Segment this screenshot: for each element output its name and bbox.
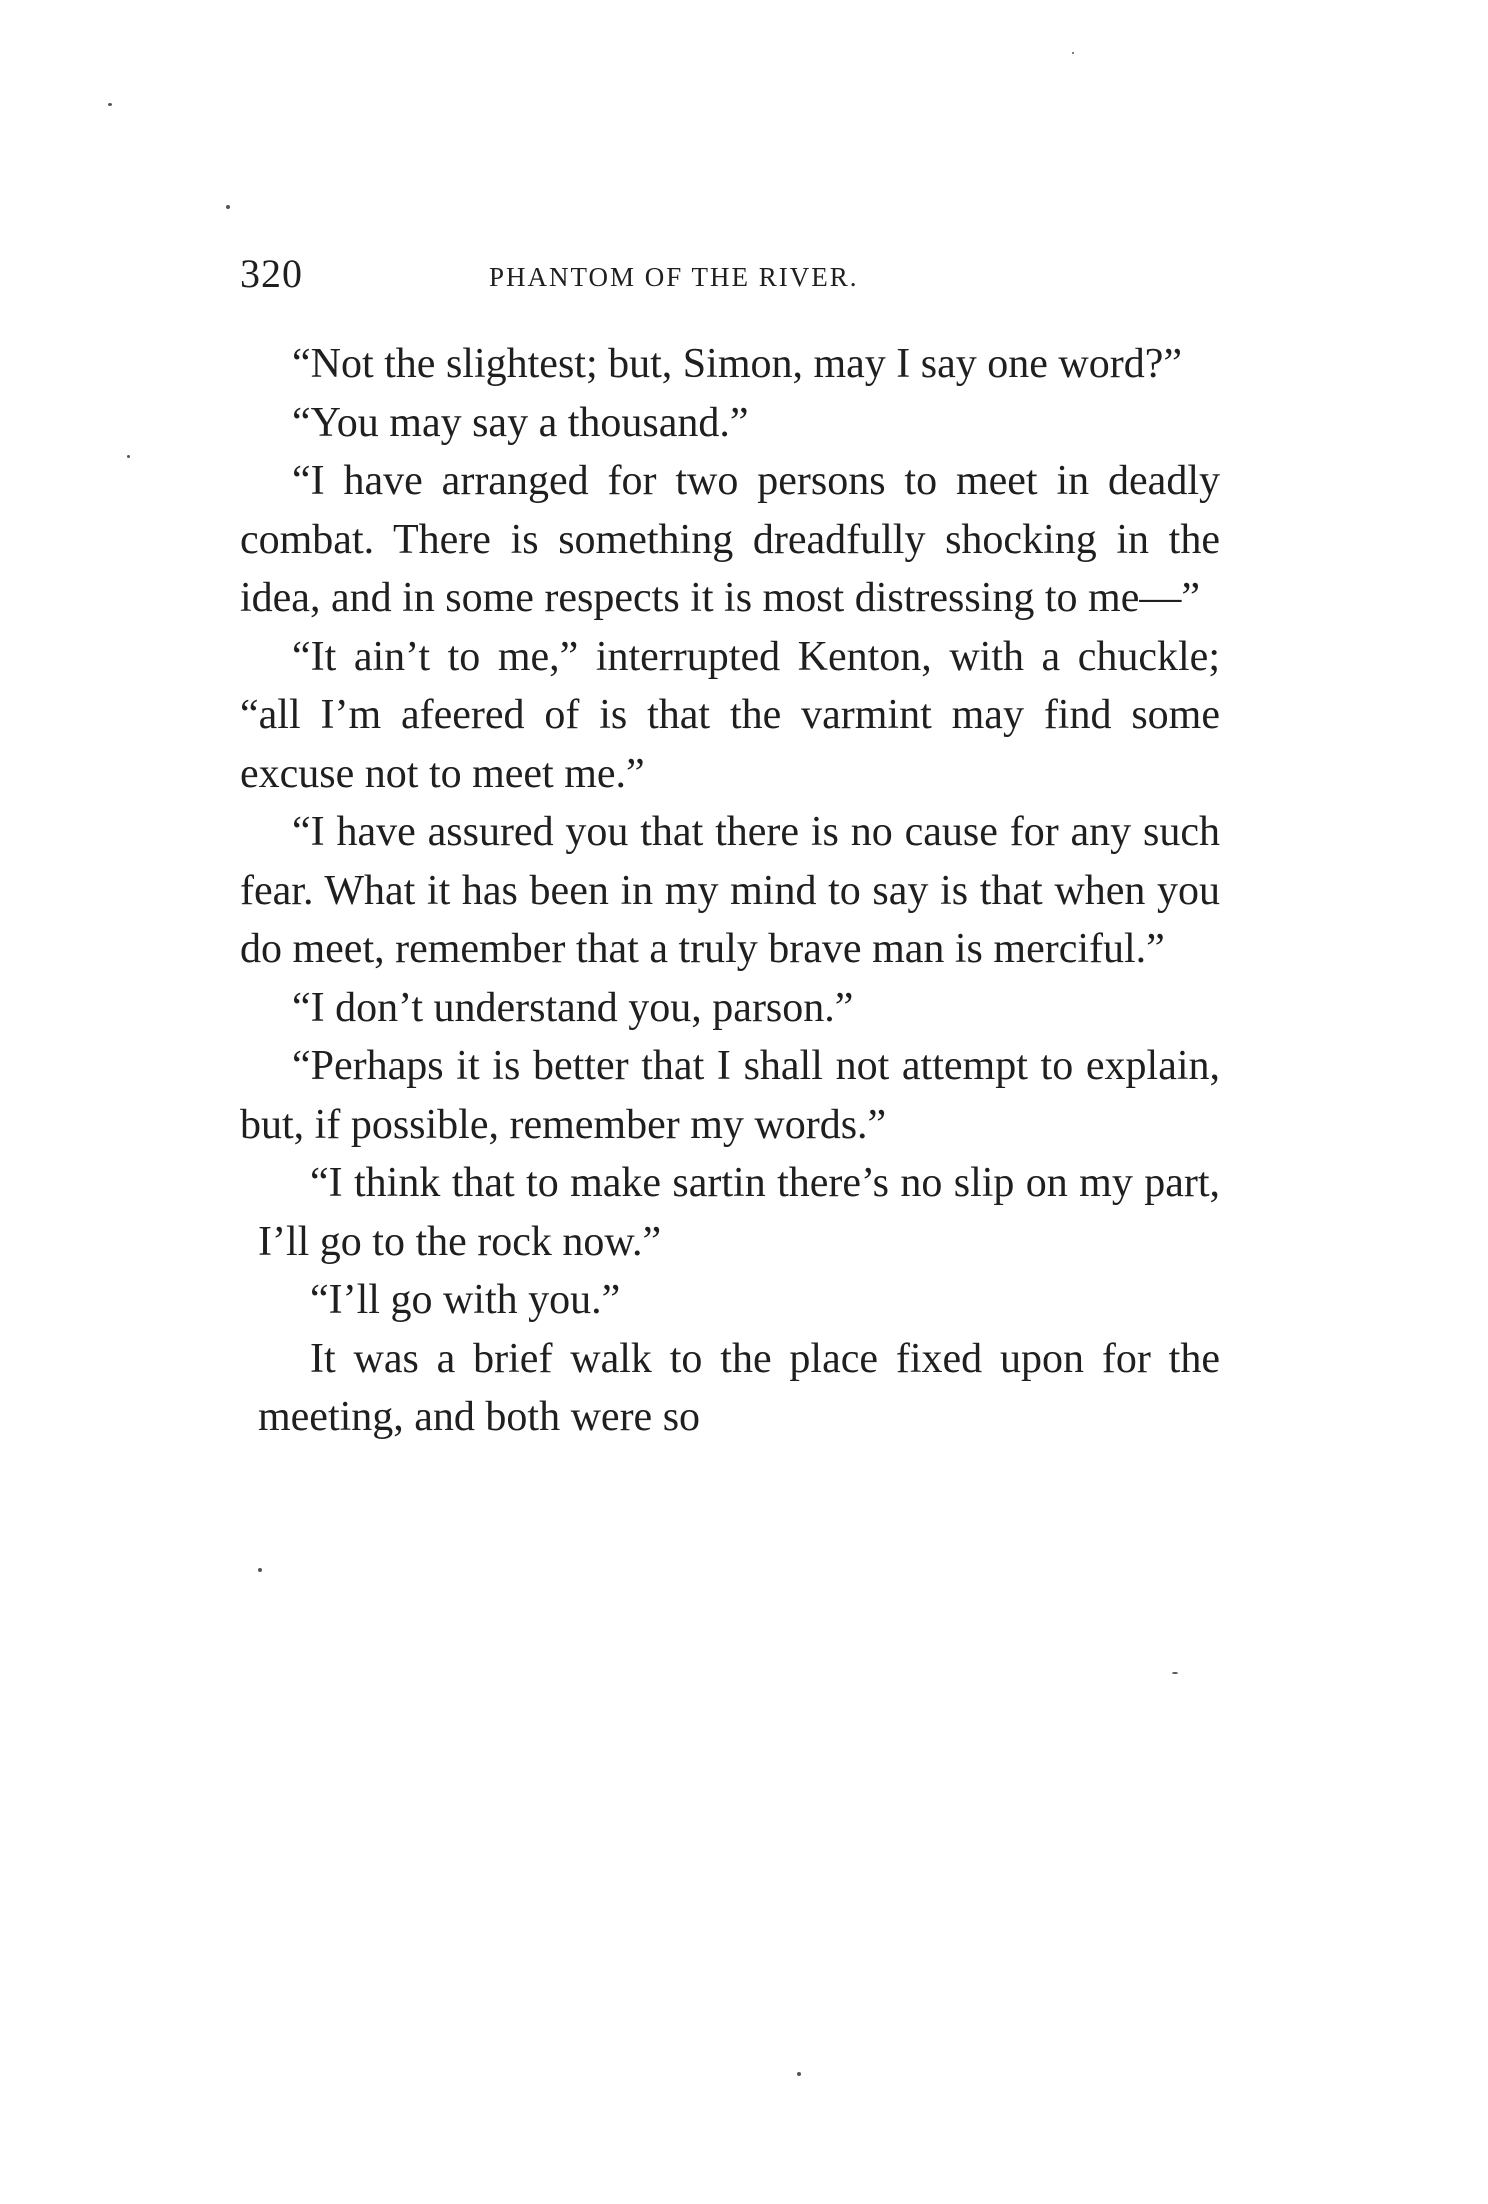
- print-speck: [226, 205, 230, 209]
- paragraph: “I think that to make sartin there’s no slip on my part, I’ll go to the rock now.”: [258, 1160, 1220, 1265]
- print-speck: [797, 2072, 801, 2076]
- print-speck: [127, 455, 130, 458]
- print-speck: [108, 103, 112, 106]
- paragraph: “I have arranged for two persons to meet in deadly combat. There is something dreadfully shocking in the idea, and in some respects it is most distressing to me—”: [240, 458, 1220, 621]
- print-speck: [1172, 1672, 1178, 1674]
- paragraph: “I don’t understand you, parson.”: [292, 984, 854, 1031]
- page-header: [240, 250, 1230, 310]
- body-text: [240, 335, 1220, 1447]
- paragraph: “I have assured you that there is no cause for any such fear. What it has been in my mind to say is that when you do meet, remember that a truly brave man is merciful.”: [240, 809, 1220, 972]
- paragraph: “I’ll go with you.”: [310, 1277, 621, 1323]
- paragraph: “You may say a thousand.”: [292, 399, 749, 446]
- paragraph: It was a brief walk to the place fixed upon for the meeting, and both were so: [258, 1335, 1220, 1440]
- paragraph: “It ain’t to me,” interrupted Kenton, with a chuckle; “all I’m afeered of is that the varmint may find some excuse not to meet me.”: [240, 633, 1220, 797]
- running-head: PHANTOM OF THE RIVER.: [489, 262, 859, 292]
- print-speck: [258, 1568, 262, 1572]
- paragraph: “Perhaps it is better that I shall not attempt to explain, but, if possible, remember my words.”: [240, 1043, 1220, 1148]
- page-number: 320: [240, 251, 303, 296]
- paragraph: “Not the slightest; but, Simon, may I say one word?”: [292, 341, 1183, 387]
- print-speck: [1072, 52, 1074, 54]
